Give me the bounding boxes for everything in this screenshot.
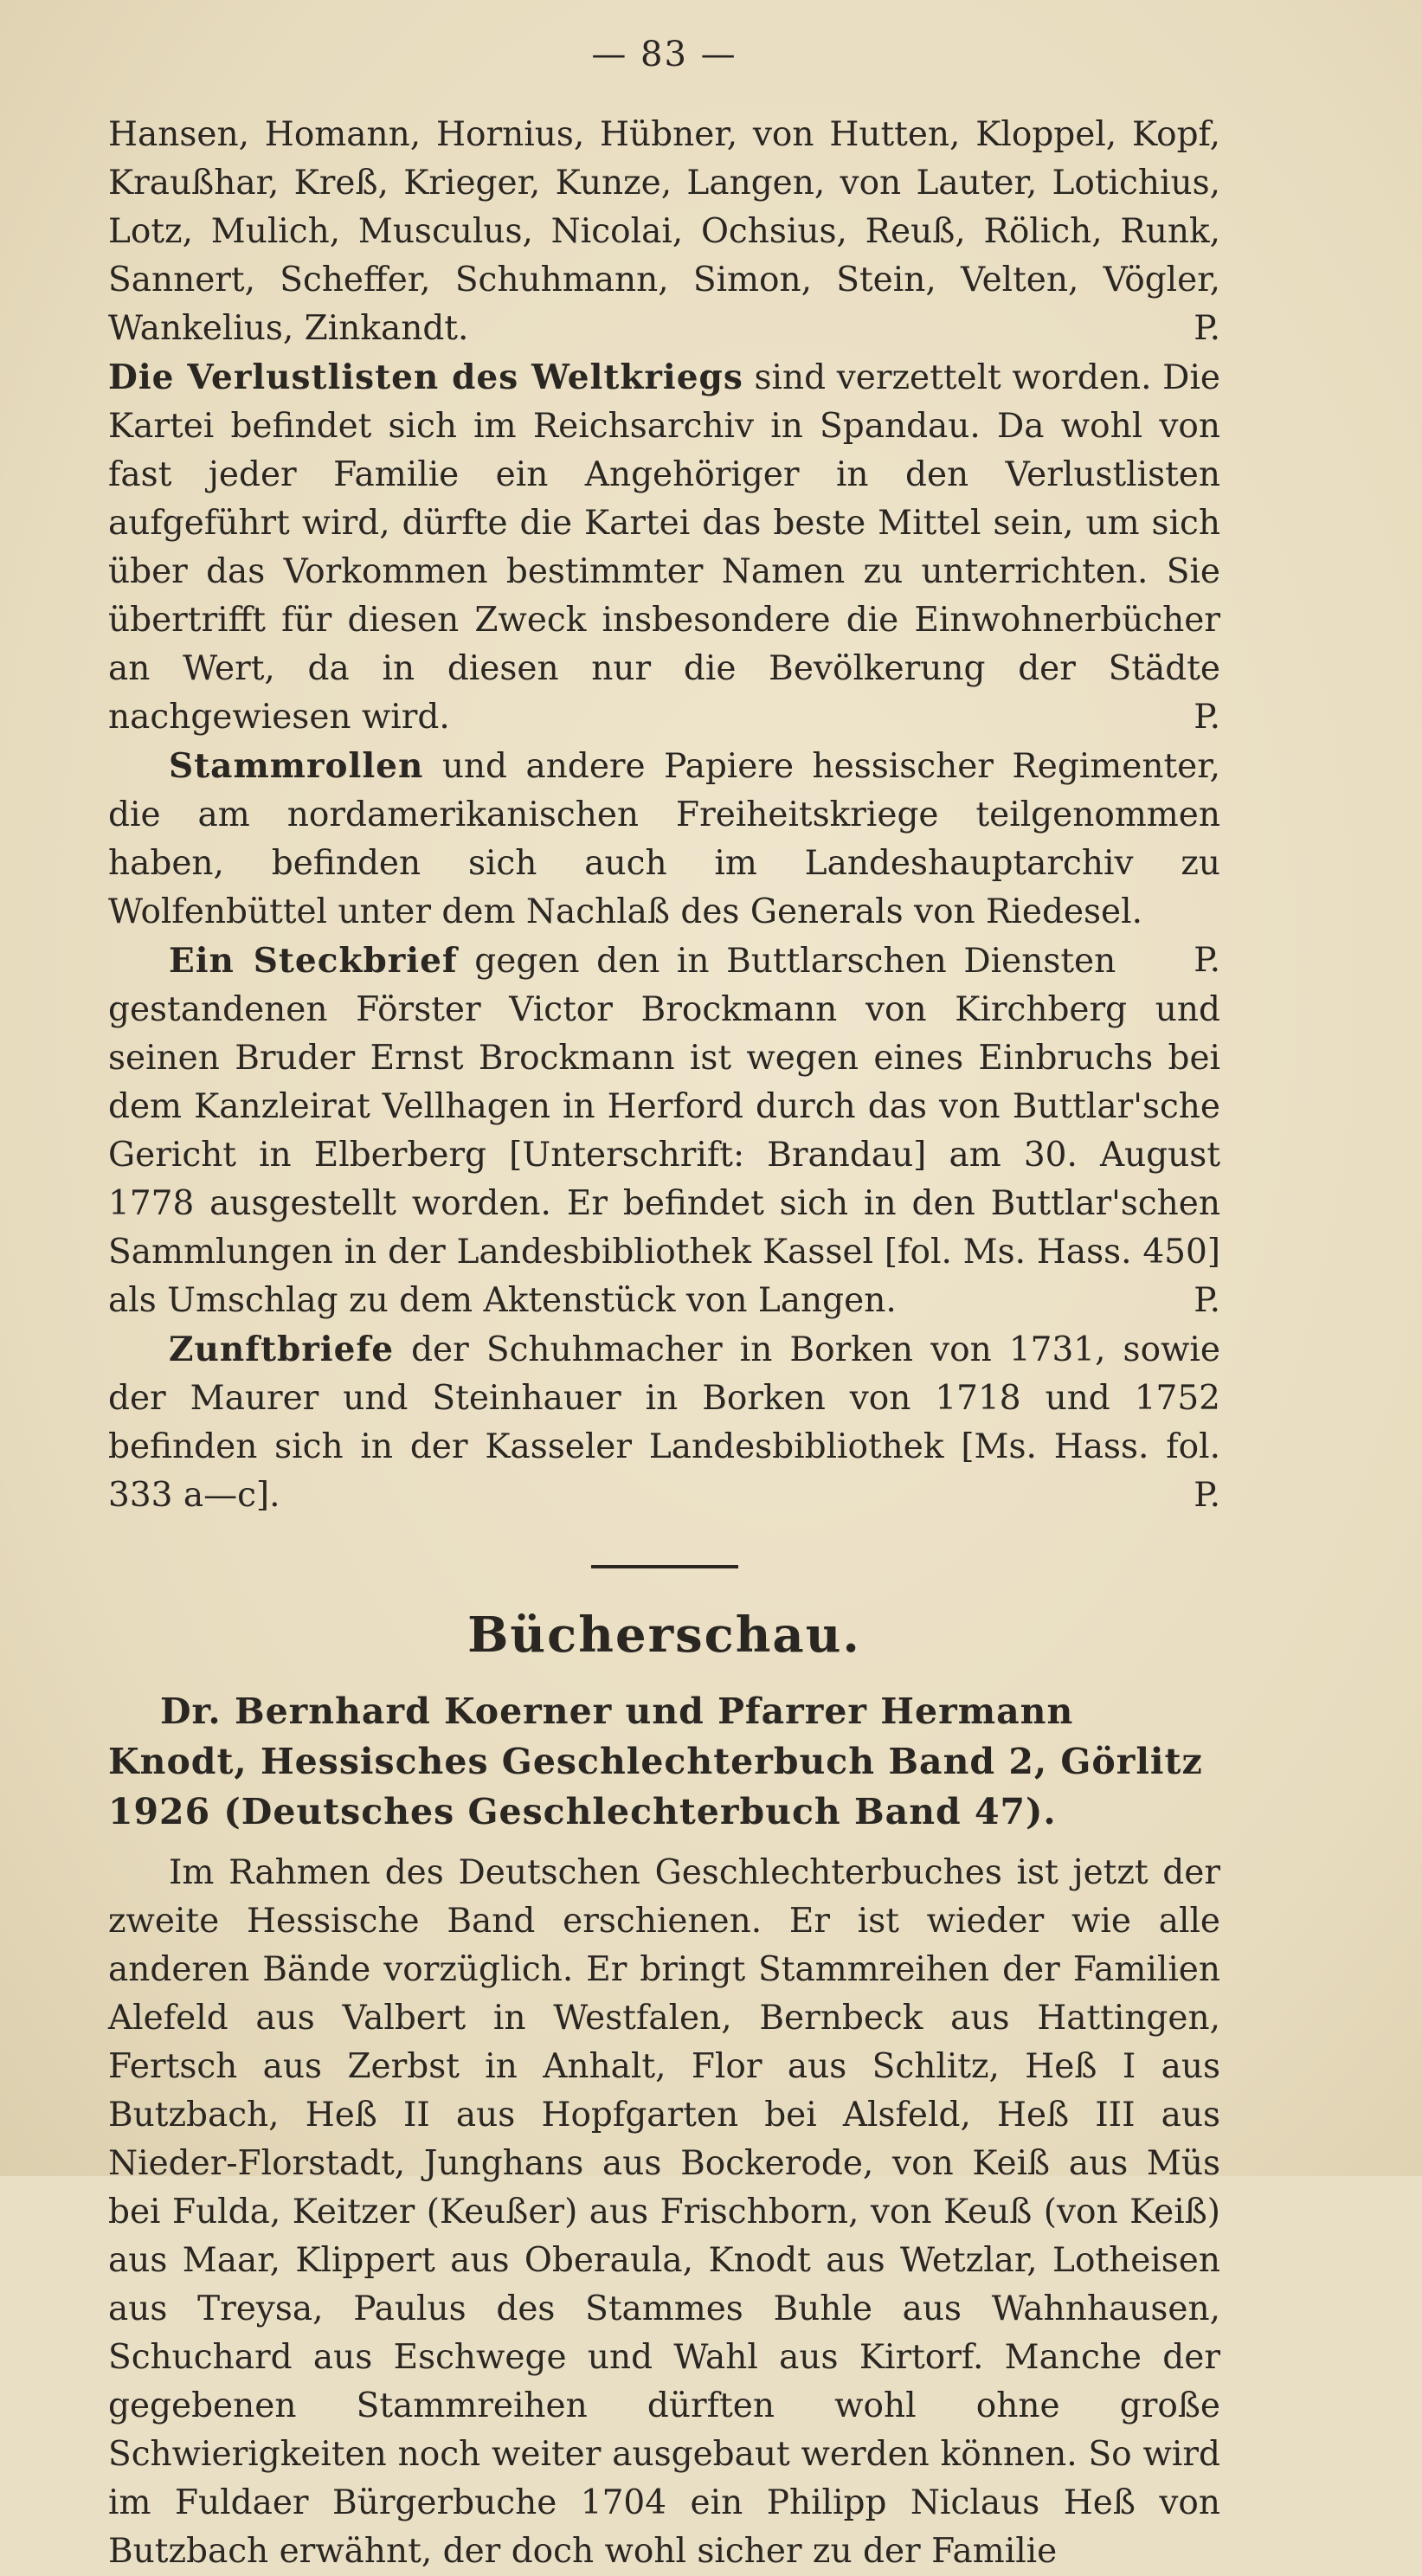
paragraph-verlustlisten: [108, 353, 1220, 742]
paragraph-surname-list: [108, 111, 1220, 353]
section-title: Bücherschau.: [467, 1607, 861, 1664]
paragraph-lead: Stammrollen: [169, 746, 424, 786]
page-number: — 83 —: [591, 35, 737, 74]
section-divider: [591, 1565, 738, 1568]
paragraph-text: der Schuhmacher in Borken von 1731, sowie der Maurer und Steinhauer in Borken von 1718 und 1752 befinden sich in der Kasseler Landesbibliothek [Ms. Hass. fol. 333 a—c].: [108, 1330, 1220, 1515]
signature: P.: [1194, 698, 1220, 737]
signature: P.: [1194, 1281, 1220, 1320]
signature: P.: [1194, 309, 1220, 348]
paragraph-text: sind verzettelt worden. Die Kartei befindet sich im Reichsarchiv in Spandau. Da wohl von fast jeder Familie ein Angehöriger in den Verlustlisten aufgeführt wird, dürfte die Kartei das beste Mittel sein, um sich über das Vorkommen bestimmter Namen zu unterrichten. Sie übertrifft für diesen Zweck insbesondere die Einwohnerbücher an Wert, da in diesen nur die Bevölkerung der Städte nachgewiesen wird.: [108, 358, 1221, 737]
review-heading: Dr. Bernhard Koerner und Pfarrer Hermann Knodt, Hessisches Geschlechterbuch Band 2, Görlitz 1926 (Deutsches Geschlechterbuch Band 47).: [108, 1690, 1203, 1832]
paragraph-steckbrief: [108, 937, 1220, 1325]
paragraph-lead: Ein Steckbrief: [169, 941, 458, 981]
paragraph-lead: Zunftbriefe: [169, 1330, 395, 1369]
review-text: Im Rahmen des Deutschen Geschlechterbuches ist jetzt der zweite Hessische Band erschienen. Er ist wieder wie alle anderen Bände vorzüglich. Er bringt Stammreihen der Familien Alefeld aus Valbert in Westfalen, Bernbeck aus Hattingen, Fertsch aus Zerbst in Anhalt, Flor aus Schlitz, Heß I aus Butzbach, Heß II aus Hopfgarten bei Alsfeld, Heß III aus Nieder-Florstadt, Junghans aus Bockerode, von Keiß aus Müs bei Fulda, Keitzer (Keußer) aus Frischborn, von Keuß (von Keiß) aus Maar, Klippert aus Oberaula, Knodt aus Wetzlar, Lotheisen aus Treysa, Paulus des Stammes Buhle aus Wahnhausen, Schuchard aus Eschwege und Wahl aus Kirtorf. Manche der gegebenen Stammreihen dürften wohl ohne große Schwierigkeiten noch weiter ausgebaut werden können. So wird im Fuldaer Bürgerbuche 1704 ein Philipp Niclaus Heß von Butzbach erwähnt, der doch wohl sicher zu der Familie: [108, 1853, 1220, 2571]
paragraph-lead: Die Verlustlisten des Weltkriegs: [108, 357, 743, 397]
signature: P.: [1194, 1476, 1220, 1515]
paragraph-zunftbriefe: [108, 1325, 1220, 1520]
page-content: [108, 35, 1220, 2576]
paragraph-text: gegen den in Buttlarschen Diensten gestandenen Förster Victor Brockmann von Kirchberg und seinen Bruder Ernst Brockmann ist wegen eines Einbruchs bei dem Kanzleirat Vellhagen in Herford durch das von Buttlar'sche Gericht in Elberberg [Unterschrift: Brandau] am 30. August 1778 ausgestellt worden. Er befindet sich in den Buttlar'schen Sammlungen in der Landesbibliothek Kassel [fol. Ms. Hass. 450] als Umschlag zu dem Aktenstück von Langen.: [108, 942, 1220, 1320]
paragraph-text: und andere Papiere hessischer Regimenter, die am nordamerikanischen Freiheitskriege teilgenommen haben, befinden sich auch im Landeshauptarchiv zu Wolfenbüttel unter dem Nachlaß des Generals von Riedesel.: [108, 747, 1220, 931]
paragraph-text: Hansen, Homann, Hornius, Hübner, von Hutten, Kloppel, Kopf, Kraußhar, Kreß, Krieger, Kunze, Langen, von Lauter, Lotichius, Lotz, Mulich, Musculus, Nicolai, Ochsius, Reuß, Rölich, Runk, Sannert, Scheffer, Schuhmann, Simon, Stein, Velten, Vögler, Wankelius, Zinkandt.: [108, 115, 1220, 348]
signature: P.: [1194, 941, 1220, 980]
